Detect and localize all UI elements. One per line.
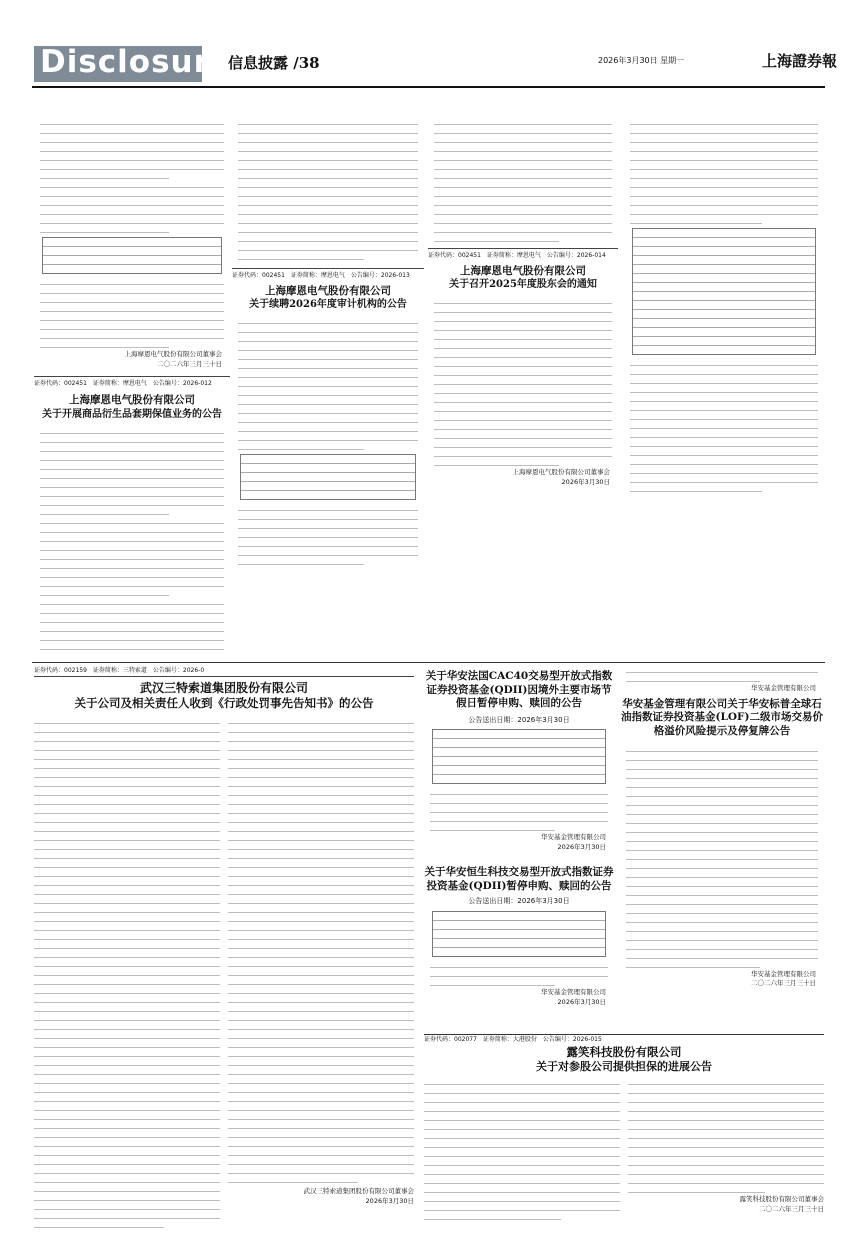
notice-title: 关于续聘2026年度审计机构的公告 bbox=[249, 299, 407, 311]
company-name: 露笑科技股份有限公司 bbox=[566, 1044, 682, 1059]
notice-title: 关于华安法国CAC40交易型开放式指数证券投资基金(QDII)因境外主要市场节假日暂停申购、赎回的公告 bbox=[425, 670, 613, 710]
company-name: 上海摩恩电气股份有限公司 bbox=[69, 394, 195, 407]
issue-date: 2026年3月30日 星期一 bbox=[598, 56, 685, 65]
agenda-table bbox=[632, 228, 816, 355]
notice-guarantee: 证券代码：002077 证券简称：大港股份 公告编号：2026-015 露笑科技股份有限公司 关于对参股公司提供担保的进展公告 露笑科技股份有限公司董事会 二〇二六年三月三十日 bbox=[424, 1034, 824, 1235]
notice-code: 证券代码：002451 证券简称：摩恩电气 公告编号：2026-013 bbox=[232, 268, 424, 281]
summary-table bbox=[42, 237, 222, 274]
notice-auditor bbox=[232, 118, 424, 658]
company-name: 上海摩恩电气股份有限公司 bbox=[460, 264, 586, 277]
newspaper-name: 上海證券報 bbox=[762, 52, 838, 70]
notice-sante-cableways: 证券代码：002159 证券简称：三特索道 公告编号：2026-0 武汉三特索道集团股份有限公司 关于公司及相关责任人收到《行政处罚事先告知书》的公告 武汉三特索道集团股份有限公司董事会 2026年3月30日 bbox=[34, 666, 414, 1234]
notice-title: 关于对参股公司提供担保的进展公告 bbox=[536, 1059, 712, 1073]
header-rule bbox=[32, 86, 825, 88]
signature: 上海摩恩电气股份有限公司董事会 2026年3月30日 bbox=[512, 468, 610, 486]
notice-title: 关于开展商品衍生品套期保值业务的公告 bbox=[42, 408, 222, 420]
signature: 上海摩恩电气股份有限公司董事会 二〇二六年三月三十日 bbox=[124, 350, 222, 368]
release-date: 公告送出日期：2026年3月30日 bbox=[468, 715, 570, 724]
section-title: 信息披露 /38 bbox=[228, 54, 320, 72]
notice-agenda bbox=[624, 118, 824, 658]
section-divider bbox=[32, 662, 825, 663]
logo-text: Disclosure bbox=[40, 44, 232, 80]
notice-continuation bbox=[428, 118, 618, 658]
company-name: 武汉三特索道集团股份有限公司 bbox=[139, 680, 308, 695]
notice-code: 证券代码：002451 证券简称：摩恩电气 公告编号：2026-014 bbox=[428, 248, 618, 261]
notice-hstech-fund: 关于华安恒生科技交易型开放式指数证券投资基金(QDII)暂停申购、赎回的公告 公告送出日期：2026年3月30日 华安基金管理有限公司 2026年3月30日 bbox=[424, 862, 614, 1030]
page-header bbox=[0, 0, 857, 86]
notice-oil-fund: 华安基金管理有限公司 华安基金管理有限公司关于华安标普全球石油指数证券投资基金(LOF)二级市场交易价格溢价风险提示及停复牌公告 华安基金管理有限公司 二〇二六年三月三十日 bbox=[620, 666, 824, 1032]
notice-code: 证券代码：002077 证券简称：大港股份 公告编号：2026-015 bbox=[424, 1036, 602, 1043]
company-name: 上海摩恩电气股份有限公司 bbox=[265, 284, 391, 297]
notice-derivatives bbox=[34, 118, 230, 658]
release-date: 公告送出日期：2026年3月30日 bbox=[468, 897, 570, 906]
notice-cac40-fund: 关于华安法国CAC40交易型开放式指数证券投资基金(QDII)因境外主要市场节假日暂停申购、赎回的公告 公告送出日期：2026年3月30日 华安基金管理有限公司 2026年3月30日 bbox=[424, 666, 614, 862]
notice-title: 华安基金管理有限公司关于华安标普全球石油指数证券投资基金(LOF)二级市场交易价格溢价风险提示及停复牌公告 bbox=[621, 697, 823, 738]
notice-code: 证券代码：002159 证券简称：三特索道 公告编号：2026-0 bbox=[34, 666, 414, 677]
notice-title: 关于公司及相关责任人收到《行政处罚事先告知书》的公告 bbox=[74, 696, 374, 711]
notice-title: 关于召开2025年度股东会的通知 bbox=[449, 279, 597, 291]
notice-title: 关于华安恒生科技交易型开放式指数证券投资基金(QDII)暂停申购、赎回的公告 bbox=[424, 866, 614, 892]
notice-code: 证券代码：002451 证券简称：摩恩电气 公告编号：2026-012 bbox=[34, 376, 230, 389]
notice-body bbox=[34, 118, 230, 233]
